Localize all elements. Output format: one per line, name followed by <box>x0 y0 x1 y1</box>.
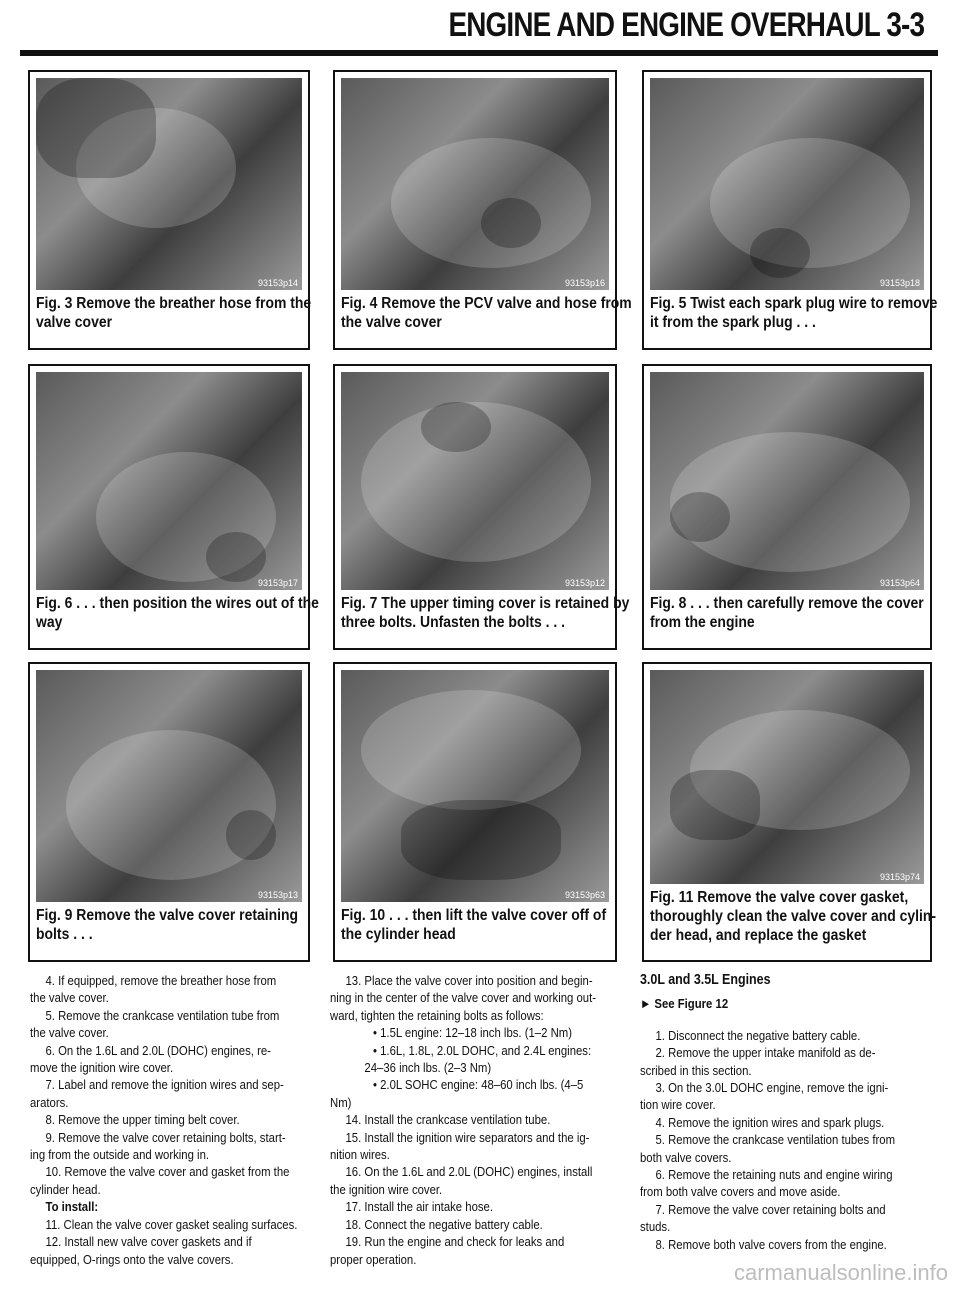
figure-5-photo <box>650 78 924 290</box>
page-header <box>0 0 960 62</box>
section-heading: 3.0L and 3.5L Engines <box>640 972 771 988</box>
figure-11 <box>642 662 937 962</box>
figure-8-code: 93153p64 <box>879 578 920 588</box>
see-figure-reference: ► See Figure 12 <box>640 996 729 1012</box>
text-column-3: 3.0L and 3.5L Engines ► See Figure 12 1. Disconnect the negative battery cable. 2. Remove the upper intake manifold as de- scribed in this section. 3. On the 3.0L DOHC engine, remove the igni- tion wire cover. 4. Remove the ignition wires and spark plugs. 5. Remove the crankcase ventilation tubes from both valve covers. 6. Remove the retaining nuts and engine wiring from both valve covers and move aside. 7. Remove the valve cover retaining bolts and studs. 8. Remove both valve covers from the engine. <box>640 972 896 1252</box>
torque-spec-item: • 1.6L, 1.8L, 2.0L DOHC, and 2.4L engines: <box>330 1042 588 1059</box>
figure-11-caption: Fig. 11 Remove the valve cover gasket, thoroughly clean the valve cover and cylin- der head, and replace the gasket <box>650 889 937 944</box>
figure-4 <box>333 70 632 350</box>
figure-3 <box>28 70 310 350</box>
text-column-1: 4. If equipped, remove the breather hose from the valve cover. 5. Remove the crankcase ventilation tube from the valve cover. 6. On the 1.6L and 2.0L (DOHC) engines, re- move the ignition wire cover. 7. Label and remove the ignition wires and sep- arators. 8. Remove the upper timing belt cover. 9. Remove the valve cover retaining bolts, start- ing from the outside and working in. 10. Remove the valve cover and gasket from the cylinder head. To install: 11. Clean the valve cover gasket sealing surfaces. 12. Install new valve cover gaskets and if equipped, O-rings onto the valve covers. <box>30 973 298 1267</box>
figure-10-photo <box>341 670 609 902</box>
figure-6-code: 93153p17 <box>257 578 298 588</box>
figure-6-photo <box>36 372 302 590</box>
figure-11-photo <box>650 670 924 884</box>
figure-3-photo <box>36 78 302 290</box>
figure-9 <box>28 662 310 962</box>
torque-spec-item: • 2.0L SOHC engine: 48–60 inch lbs. (4–5 <box>330 1076 588 1093</box>
figure-7-code: 93153p12 <box>564 578 605 588</box>
figure-4-photo <box>341 78 609 290</box>
figure-4-caption: Fig. 4 Remove the PCV valve and hose from the valve cover <box>341 295 632 331</box>
figure-6-caption: Fig. 6 . . . then position the wires out of the way <box>36 595 319 631</box>
figure-10-caption: Fig. 10 . . . then lift the valve cover off of the cylinder head <box>341 907 607 943</box>
figure-3-code: 93153p14 <box>257 278 298 288</box>
page-title: ENGINE AND ENGINE OVERHAUL 3-3 <box>448 6 924 44</box>
figure-11-code: 93153p74 <box>879 872 920 882</box>
figure-10 <box>333 662 617 962</box>
figure-7-photo <box>341 372 609 590</box>
arrow-icon: ► <box>640 996 655 1012</box>
figure-6 <box>28 364 319 650</box>
figure-5 <box>642 70 938 350</box>
figure-7 <box>333 364 630 650</box>
figure-8 <box>642 364 932 650</box>
figure-8-caption: Fig. 8 . . . then carefully remove the cover from the engine <box>650 595 924 631</box>
figure-7-caption: Fig. 7 The upper timing cover is retained by three bolts. Unfasten the bolts . . . <box>341 595 630 631</box>
watermark: carmanualsonline.info <box>733 1260 948 1285</box>
figure-9-caption: Fig. 9 Remove the valve cover retaining bolts . . . <box>36 907 299 943</box>
figure-8-photo <box>650 372 924 590</box>
torque-spec-item: • 1.5L engine: 12–18 inch lbs. (1–2 Nm) <box>330 1024 588 1041</box>
to-install-heading: To install: <box>45 1199 99 1215</box>
figure-5-code: 93153p18 <box>879 278 920 288</box>
text-column-2: 13. Place the valve cover into position and begin- ning in the center of the valve cover and working out- ward, tighten the retaining bolts as follows: • 1.5L engine: 12–18 inch lbs. (1–2 Nm) • 1.6L, 1.8L, 2.0L DOHC, and 2.4L engines: 24–36 inch lbs. (2–3 Nm) • 2.0L SOHC engine: 48–60 inch lbs. (4–5 Nm) 14. Install the crankcase ventilation tube. 15. Install the ignition wire separators and the ig- nition wires. 16. On the 1.6L and 2.0L (DOHC) engines, install the ignition wire cover. 17. Install the air intake hose. 18. Connect the negative battery cable. 19. Run the engine and check for leaks and proper operation. <box>330 972 630 1268</box>
figure-3-caption: Fig. 3 Remove the breather hose from the valve cover <box>36 295 312 331</box>
header-rule <box>20 50 938 56</box>
figure-9-code: 93153p13 <box>257 890 298 900</box>
figure-9-photo <box>36 670 302 902</box>
figure-5-caption: Fig. 5 Twist each spark plug wire to remove it from the spark plug . . . <box>650 295 938 331</box>
figure-4-code: 93153p16 <box>564 278 605 288</box>
figure-10-code: 93153p63 <box>564 890 605 900</box>
